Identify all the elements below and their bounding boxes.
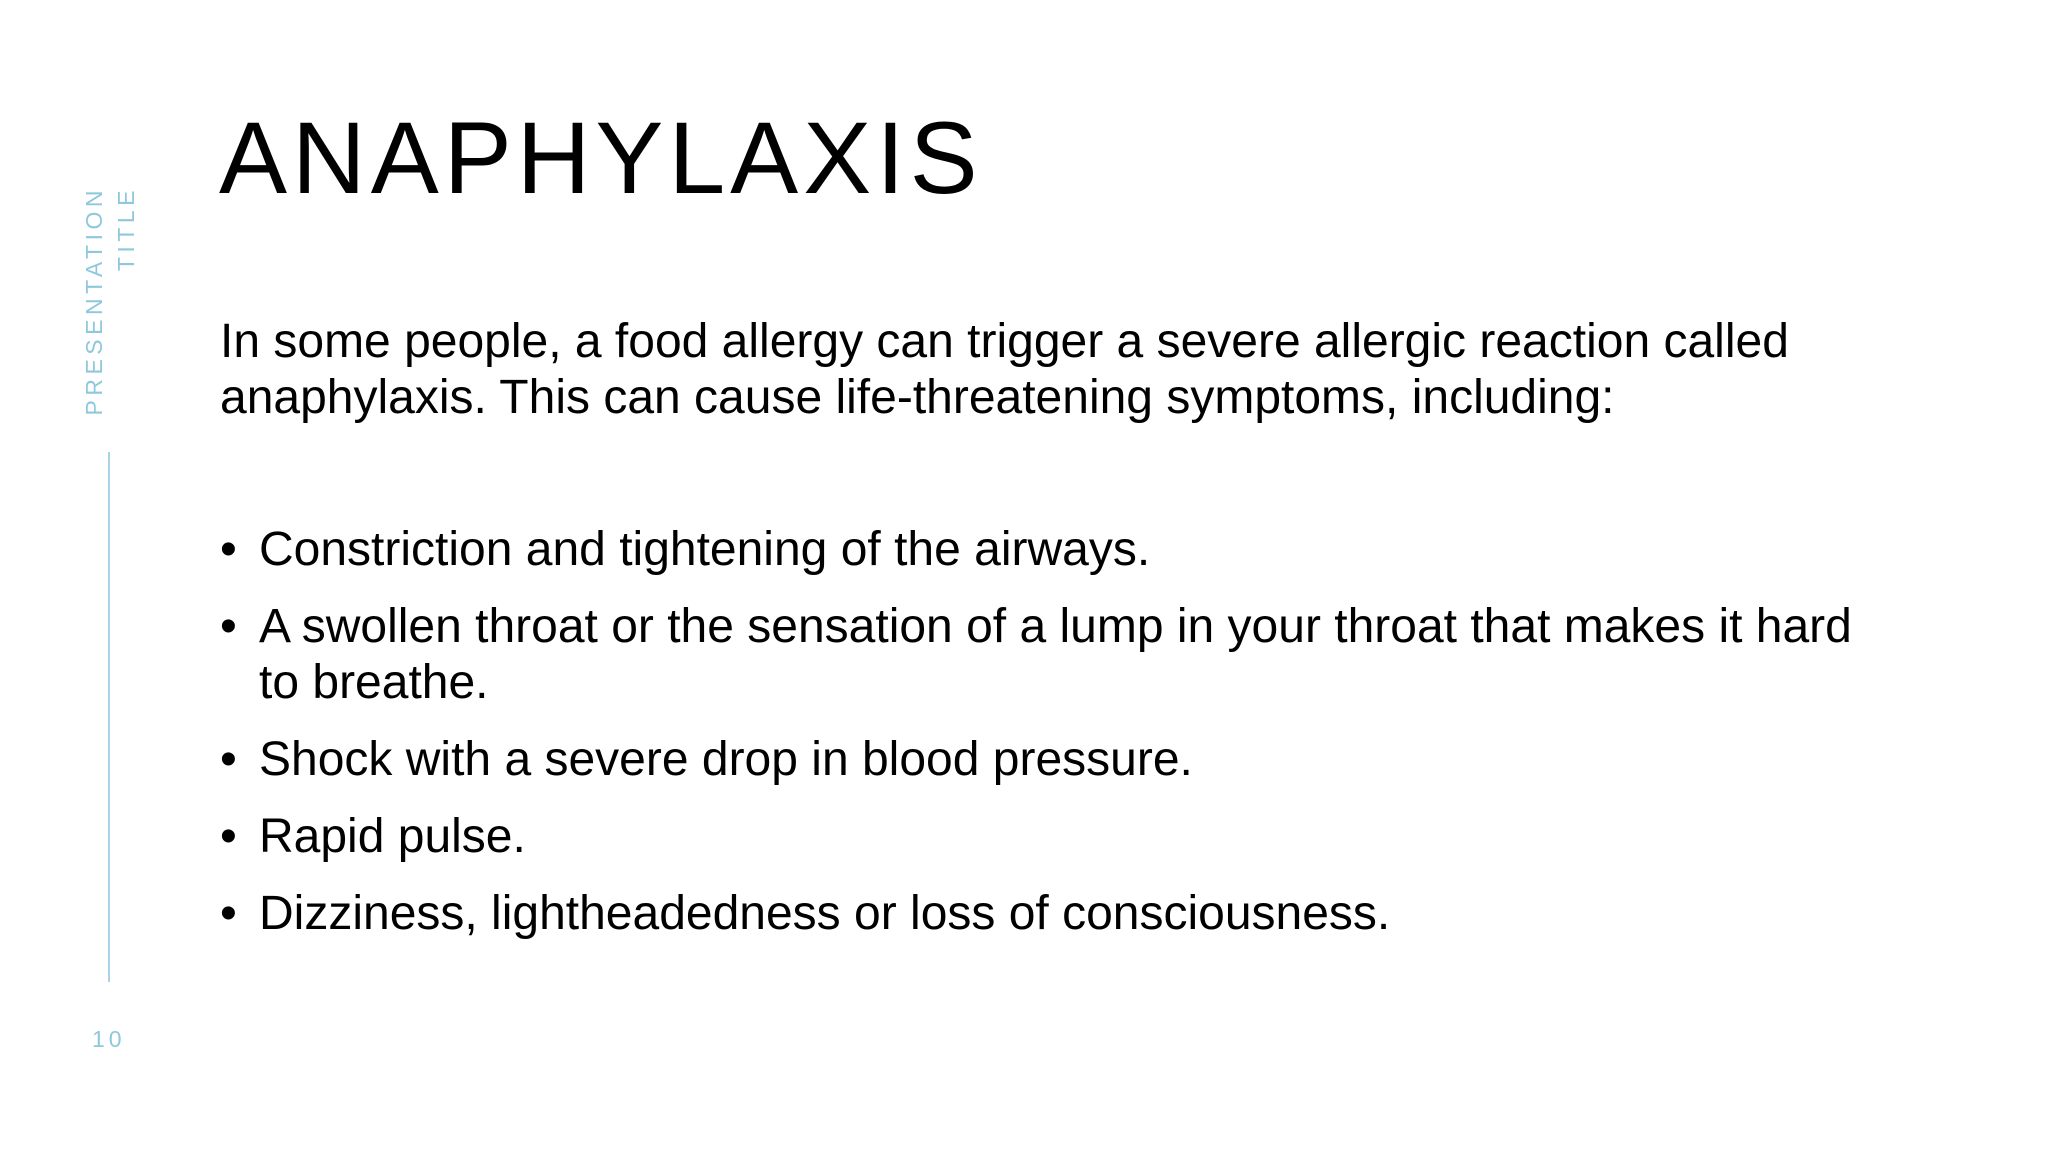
- bullet-icon: •: [220, 733, 237, 786]
- list-item: [220, 522, 1900, 578]
- list-item: [220, 809, 1900, 865]
- list-item: [220, 886, 1900, 942]
- bullet-icon: •: [220, 887, 237, 940]
- list-item-text: Dizziness, lightheadedness or loss of consciousness.: [259, 887, 1391, 940]
- list-item: [220, 732, 1900, 788]
- list-item-text: A swollen throat or the sensation of a lump in your throat that makes it hard to breathe.: [259, 600, 1852, 709]
- intro-paragraph: In some people, a food allergy can trigger a severe allergic reaction called anaphylaxis. This can cause life-threatening symptoms, including:: [220, 315, 1789, 424]
- presentation-title-vertical: [78, 186, 168, 416]
- bullet-icon: •: [220, 810, 237, 863]
- sidebar-divider: [108, 452, 110, 982]
- page-number: 10: [92, 1026, 126, 1052]
- bullet-icon: •: [220, 600, 237, 653]
- presentation-title-line-2: TITLE: [113, 186, 139, 272]
- bullet-icon: •: [220, 523, 237, 576]
- list-item: [220, 599, 1900, 711]
- list-item-text: Rapid pulse.: [259, 810, 526, 863]
- list-item-text: Shock with a severe drop in blood pressure.: [259, 733, 1193, 786]
- slide-title: ANAPHYLAXIS: [219, 101, 983, 215]
- list-item-text: Constriction and tightening of the airways.: [259, 523, 1151, 576]
- symptom-list: [220, 522, 1900, 963]
- presentation-title-line-1: PRESENTATION: [81, 186, 107, 416]
